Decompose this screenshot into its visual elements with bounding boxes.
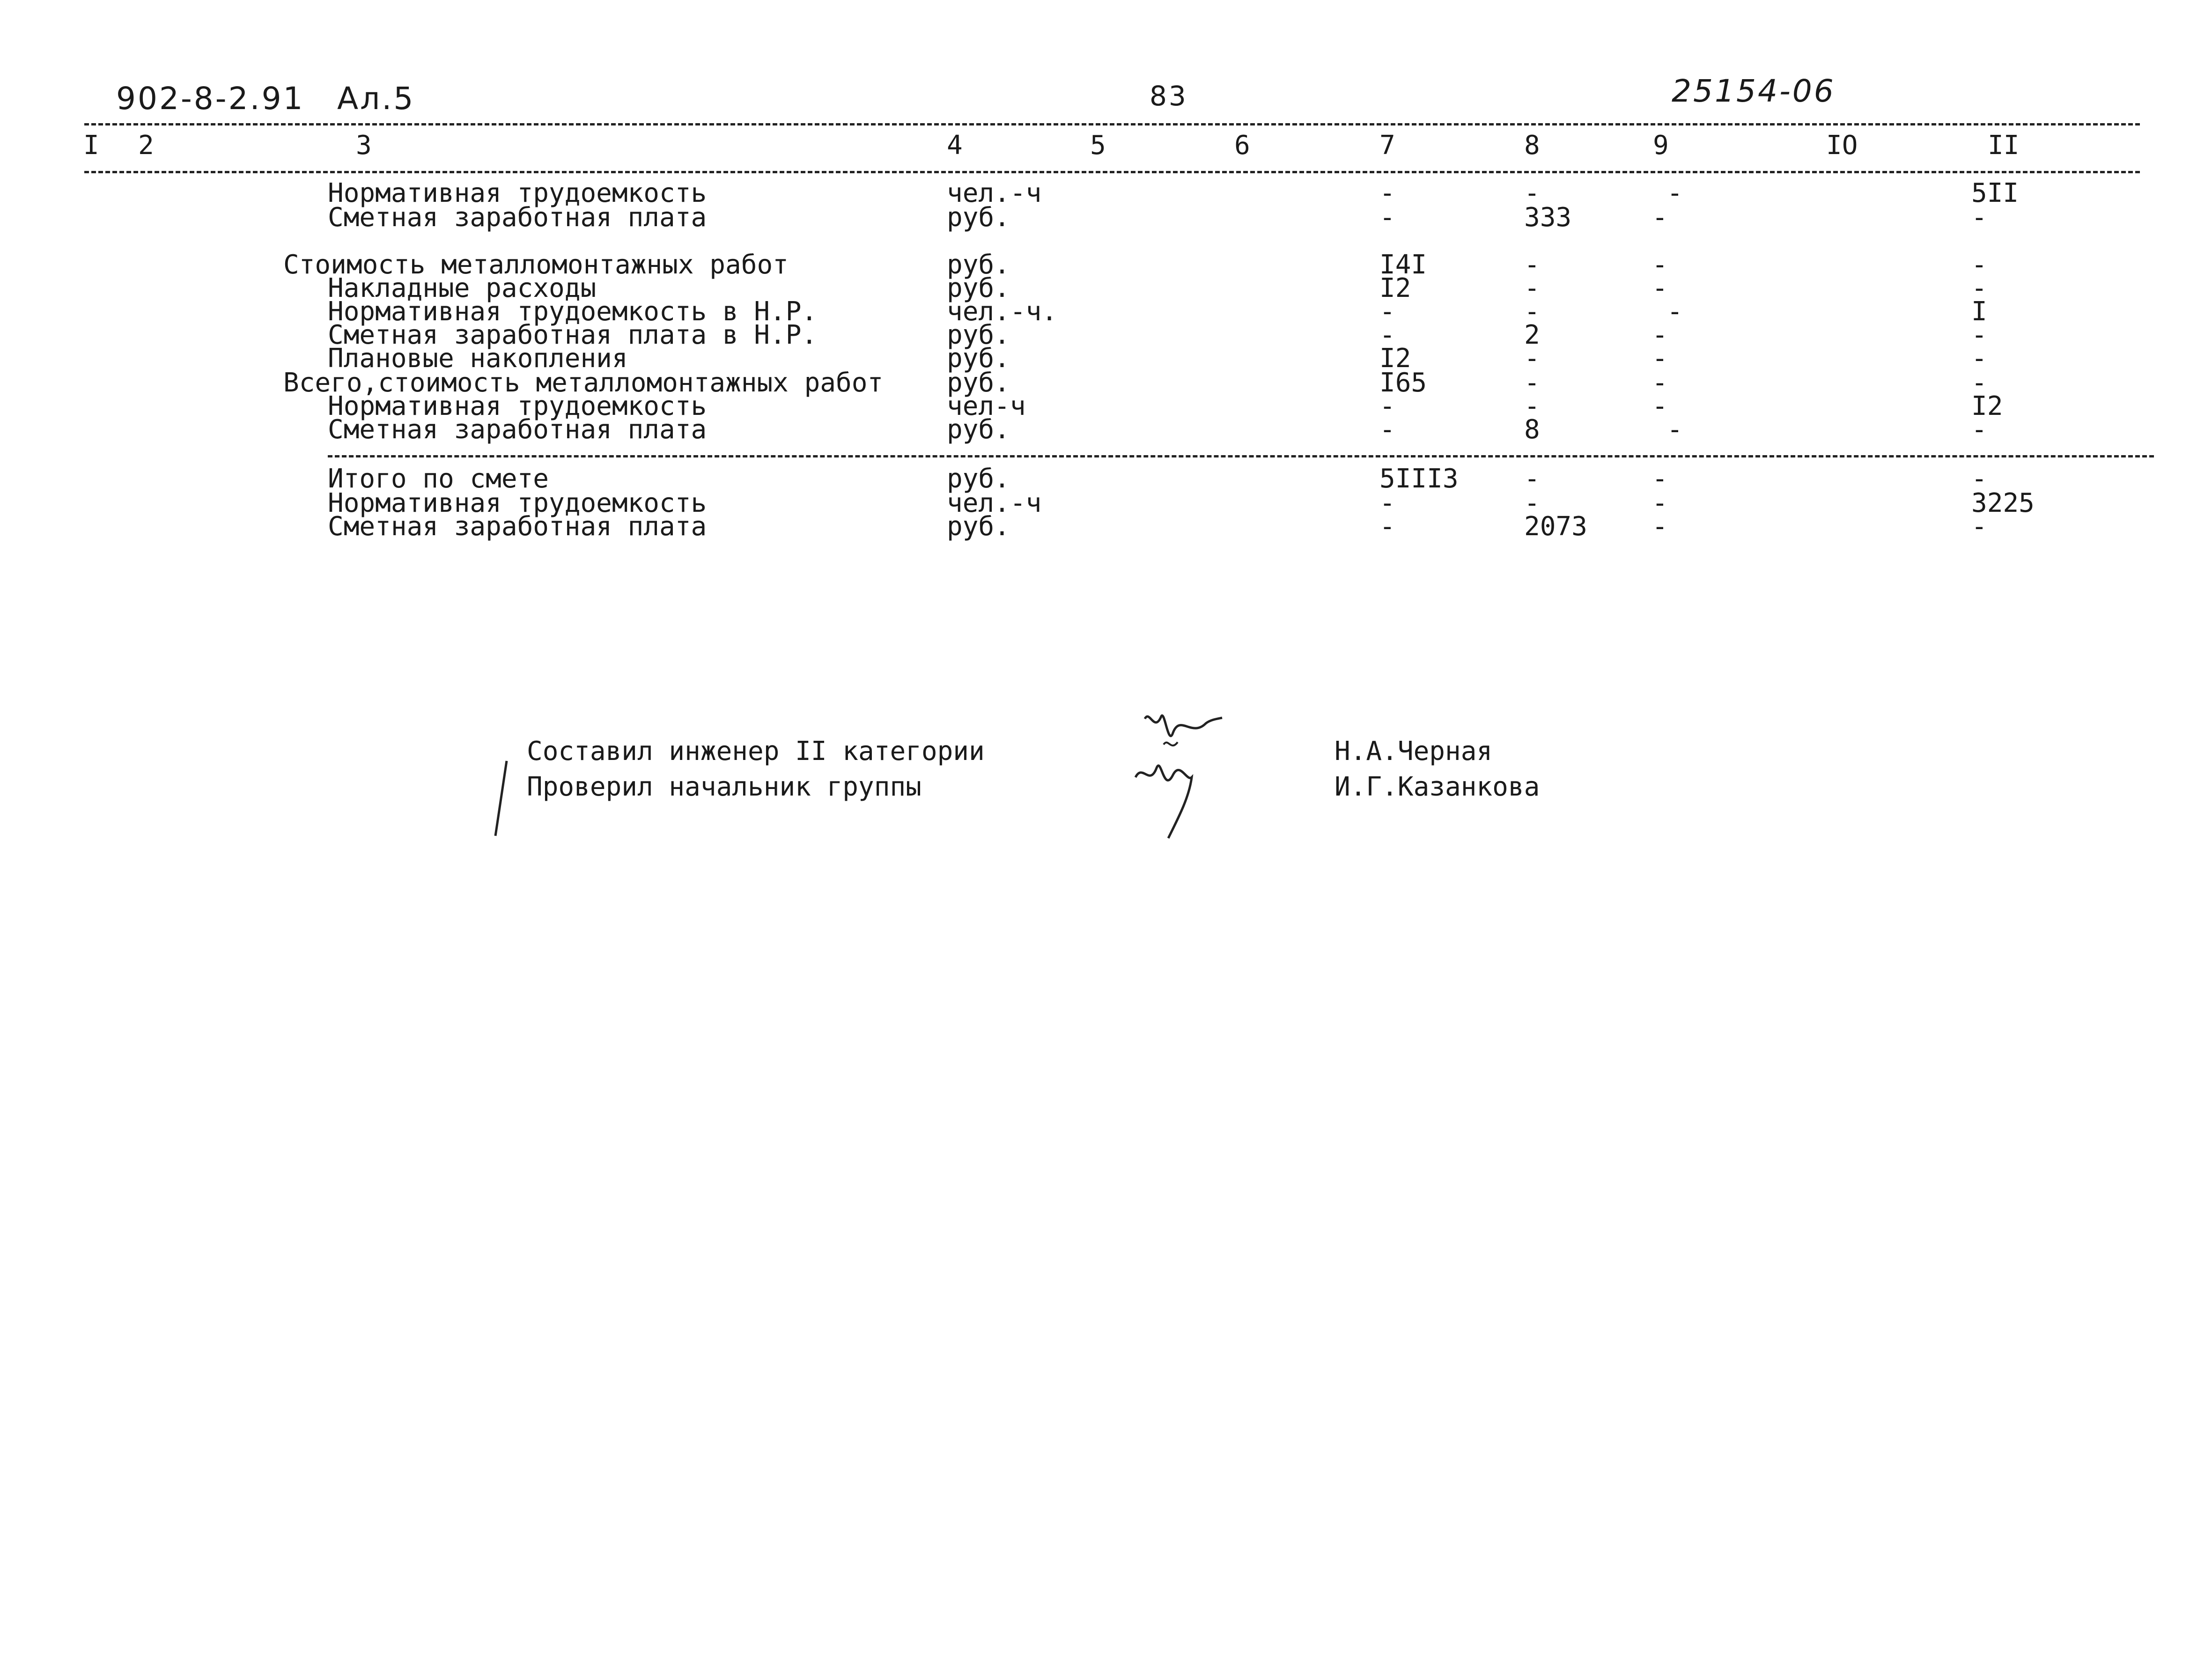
row-label: Плановые накопления (328, 343, 628, 374)
column-number: 5 (1090, 130, 1106, 161)
row-col8: 2 (1524, 320, 1540, 350)
row-col11: 5II (1971, 178, 2019, 208)
row-col7: - (1379, 320, 1395, 350)
checked-by-role: Проверил начальник группы (527, 772, 922, 802)
row-col7: - (1379, 391, 1395, 421)
row-col9: - (1652, 368, 1668, 398)
row-col11: 3225 (1971, 488, 2035, 518)
column-number: 6 (1234, 130, 1250, 161)
row-unit: руб. (947, 414, 1010, 445)
row-col8: 2073 (1524, 511, 1587, 542)
row-unit: чел-ч (947, 391, 1026, 421)
row-col11: - (1971, 273, 1987, 303)
row-label: Стоимость металломонтажных работ (283, 250, 789, 280)
column-number: I (83, 130, 99, 161)
row-col8: - (1524, 391, 1540, 421)
row-col11: I2 (1971, 391, 2003, 421)
row-col7: 5III3 (1379, 464, 1459, 494)
row-col8: - (1524, 343, 1540, 374)
row-col8: - (1524, 464, 1540, 494)
row-col7: - (1379, 488, 1395, 518)
column-number: 9 (1653, 130, 1669, 161)
row-col11: - (1971, 250, 1987, 280)
row-col9: - (1652, 343, 1668, 374)
row-col11: - (1971, 414, 1987, 445)
row-col11: - (1971, 511, 1987, 542)
row-label: Сметная заработная плата (328, 202, 707, 233)
row-col11: - (1971, 202, 1987, 233)
row-label: Накладные расходы (328, 273, 597, 303)
page-number: 83 (1150, 80, 1188, 112)
compiled-by-role: Составил инженер II категории (527, 736, 985, 767)
row-col7: - (1379, 296, 1395, 327)
total-separator (328, 455, 2154, 457)
row-col9: - (1667, 414, 1683, 445)
row-col7: I2 (1379, 343, 1411, 374)
row-col9: - (1667, 178, 1683, 208)
column-number: 8 (1524, 130, 1540, 161)
row-col9: - (1652, 488, 1668, 518)
row-col8: - (1524, 296, 1540, 327)
row-col11: I (1971, 296, 1987, 327)
row-col7: - (1379, 178, 1395, 208)
row-label: Итого по смете (328, 464, 549, 494)
row-unit: чел.-ч (947, 178, 1042, 208)
row-label: Сметная заработная плата (328, 414, 707, 445)
column-number: 2 (138, 130, 154, 161)
row-col9: - (1652, 273, 1668, 303)
row-col9: - (1652, 391, 1668, 421)
column-number: 3 (356, 130, 372, 161)
row-col11: - (1971, 343, 1987, 374)
row-col9: - (1652, 320, 1668, 350)
registration-number: 25154-06 (1672, 73, 1836, 109)
row-col8: - (1524, 273, 1540, 303)
row-col8: 333 (1524, 202, 1572, 233)
row-col9: - (1652, 464, 1668, 494)
row-col8: - (1524, 250, 1540, 280)
row-unit: руб. (947, 464, 1010, 494)
column-number: 7 (1379, 130, 1395, 161)
row-label: Нормативная трудоемкость (328, 488, 707, 518)
row-col9: - (1652, 250, 1668, 280)
document-code: 902-8-2.91 (116, 81, 305, 117)
row-col7: - (1379, 414, 1395, 445)
signature-checked (1128, 749, 1213, 843)
row-col11: - (1971, 464, 1987, 494)
row-unit: чел.-ч. (947, 296, 1058, 327)
row-label: Нормативная трудоемкость (328, 391, 707, 421)
row-label: Сметная заработная плата (328, 511, 707, 542)
row-col9: - (1667, 296, 1683, 327)
header-bottom-rule (84, 171, 2140, 173)
column-number: II (1988, 130, 2020, 161)
row-col7: - (1379, 511, 1395, 542)
row-col8: 8 (1524, 414, 1540, 445)
column-number: IO (1826, 130, 1858, 161)
row-col7: - (1379, 202, 1395, 233)
row-unit: руб. (947, 202, 1010, 233)
row-col8: - (1524, 368, 1540, 398)
header-top-rule (84, 123, 2140, 125)
row-unit: руб. (947, 273, 1010, 303)
checked-by-name: И.Г.Казанкова (1335, 772, 1540, 802)
row-col8: - (1524, 178, 1540, 208)
row-unit: руб. (947, 320, 1010, 350)
row-col7: I65 (1379, 368, 1427, 398)
album-number: Ал.5 (337, 81, 415, 117)
row-unit: чел.-ч (947, 488, 1042, 518)
column-number: 4 (947, 130, 963, 161)
row-unit: руб. (947, 250, 1010, 280)
row-col9: - (1652, 511, 1668, 542)
row-unit: руб. (947, 368, 1010, 398)
margin-mark-icon (492, 759, 510, 838)
row-col7: I4I (1379, 250, 1427, 280)
row-col9: - (1652, 202, 1668, 233)
row-label: Всего,стоимость металломонтажных работ (283, 368, 884, 398)
row-unit: руб. (947, 511, 1010, 542)
row-col8: - (1524, 488, 1540, 518)
row-label: Нормативная трудоемкость (328, 178, 707, 208)
row-label: Нормативная трудоемкость в Н.Р. (328, 296, 818, 327)
compiled-by-name: Н.А.Черная (1335, 736, 1493, 767)
row-unit: руб. (947, 343, 1010, 374)
row-col11: - (1971, 320, 1987, 350)
row-label: Сметная заработная плата в Н.Р. (328, 320, 818, 350)
row-col11: - (1971, 368, 1987, 398)
row-col7: I2 (1379, 273, 1411, 303)
